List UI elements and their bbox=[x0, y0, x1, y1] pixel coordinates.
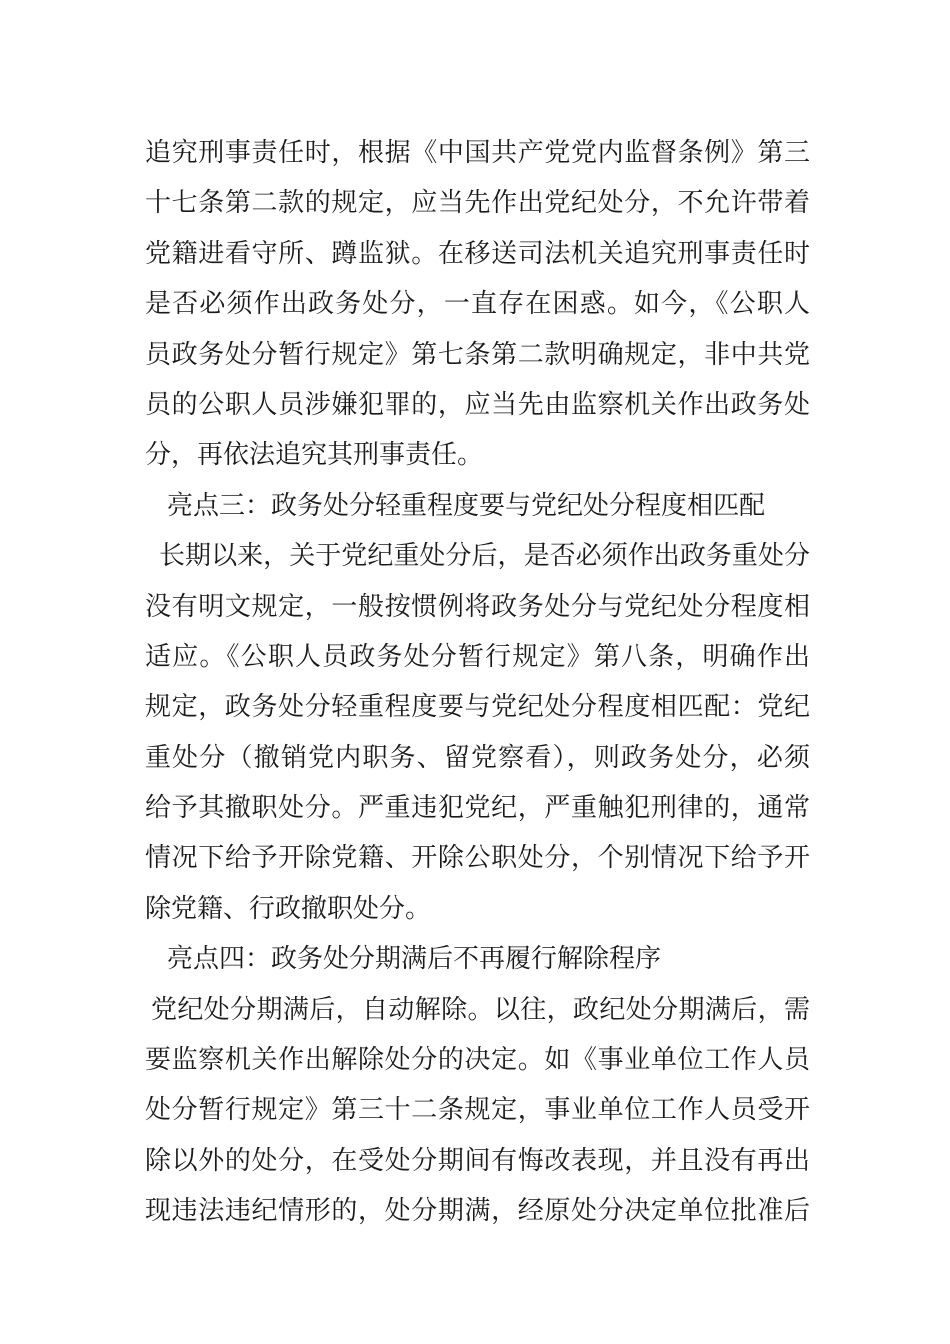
text-line: 员政务处分暂行规定》第七条第二款明确规定，非中共党 bbox=[145, 339, 810, 370]
text-line: 追究刑事责任时，根据《中国共产党党内监督条例》第三 bbox=[145, 138, 810, 168]
text-line: 分，再依法追究其刑事责任。 bbox=[145, 440, 484, 471]
text-line: 适应。《公职人员政务处分暂行规定》第八条，明确作出 bbox=[145, 641, 810, 672]
text-line: 给予其撤职处分。严重违犯党纪，严重触犯刑律的，通常 bbox=[145, 793, 810, 824]
text-line: 处分暂行规定》第三十二条规定，事业单位工作人员受开 bbox=[145, 1095, 810, 1126]
text-line: 除党籍、行政撤职处分。 bbox=[145, 893, 432, 924]
text-line: 党籍进看守所、蹲监狱。在移送司法机关追究刑事责任时 bbox=[145, 238, 810, 269]
text-line: 规定，政务处分轻重程度要与党纪处分程度相匹配：党纪 bbox=[145, 692, 810, 723]
text-line: 没有明文规定，一般按惯例将政务处分与党纪处分程度相 bbox=[145, 591, 810, 622]
text-line: 要监察机关作出解除处分的决定。如《事业单位工作人员 bbox=[145, 1045, 810, 1076]
section-heading-3: 亮点三：政务处分轻重程度要与党纪处分程度相匹配 bbox=[167, 490, 766, 521]
text-line: 是否必须作出政务处分，一直存在困惑。如今，《公职人 bbox=[145, 289, 810, 320]
text-line: 长期以来，关于党纪重处分后，是否必须作出政务重处分 bbox=[159, 541, 810, 572]
document-body bbox=[145, 128, 810, 1237]
section-heading-4: 亮点四：政务处分期满后不再履行解除程序 bbox=[167, 944, 662, 975]
text-line: 党纪处分期满后，自动解除。以往，政纪处分期满后，需 bbox=[151, 994, 810, 1025]
text-line: 情况下给予开除党籍、开除公职处分，个别情况下给予开 bbox=[145, 843, 810, 874]
text-line: 员的公职人员涉嫌犯罪的，应当先由监察机关作出政务处 bbox=[145, 389, 810, 420]
text-line: 重处分（撤销党内职务、留党察看），则政务处分，必须 bbox=[145, 742, 810, 773]
text-line: 十七条第二款的规定，应当先作出党纪处分，不允许带着 bbox=[145, 188, 810, 219]
text-line: 除以外的处分，在受处分期间有悔改表现，并且没有再出 bbox=[145, 1145, 810, 1176]
text-line: 现违法违纪情形的，处分期满，经原处分决定单位批准后 bbox=[145, 1196, 810, 1227]
